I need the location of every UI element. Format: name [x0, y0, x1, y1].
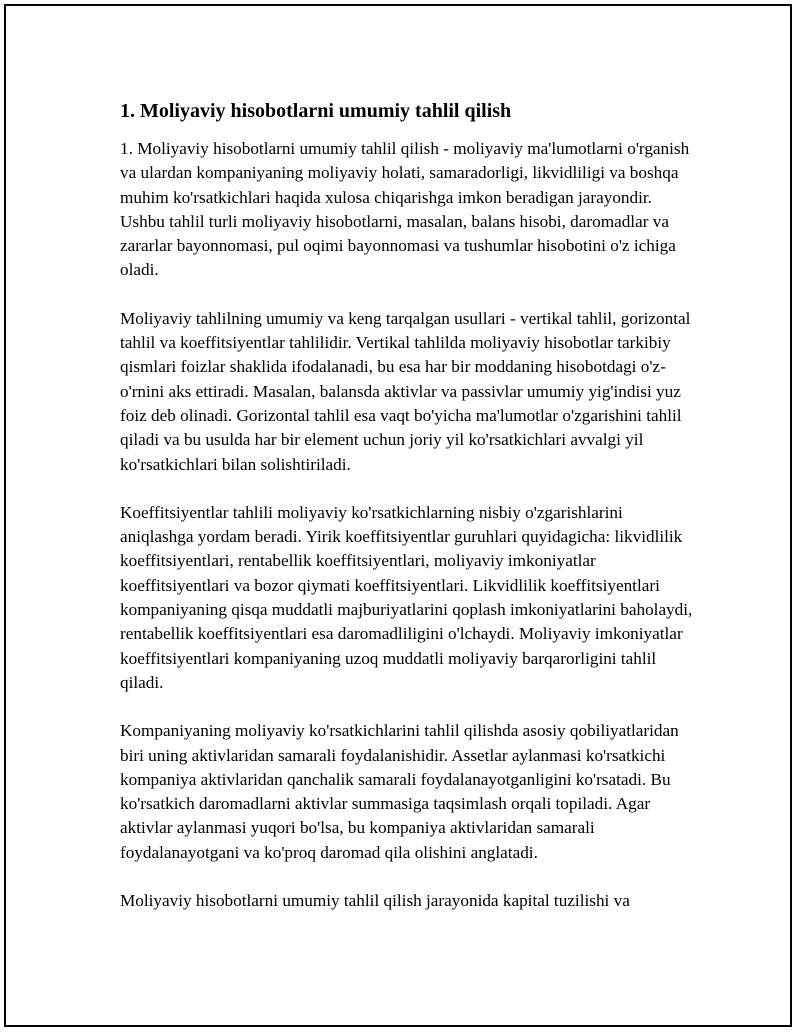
paragraph-analysis-methods: Moliyaviy tahlilning umumiy va keng tarqalgan usullari - vertikal tahlil, gorizontal tahlil va koeffitsiyentlar tahlilidir. Vertikal tahlilda moliyaviy hisobotlar tarkibiy qismlari foizlar shaklida ifodalanadi, bu esa har bir moddaning hisobotdagi o'z-o'rnini aks ettiradi. Masalan, balansda aktivlar va passivlar umumiy yig'indisi yuz foiz deb olinadi. Gorizontal tahlil esa vaqt bo'yicha ma'lumotlar o'zgarishini tahlil qiladi va bu usulda har bir element uchun joriy yil ko'rsatkichlari avvalgi yil ko'rsatkichlari bilan solishtiriladi. [120, 308, 691, 474]
paragraph-intro: 1. Moliyaviy hisobotlarni umumiy tahlil qilish - moliyaviy ma'lumotlarni o'rganish va ulardan kompaniyaning moliyaviy holati, samaradorligi, likvidliligi va boshqa muhim ko'rsatkichlari haqida xulosa chiqarishga imkon beradigan jarayondir. Ushbu tahlil turli moliyaviy hisobotlarni, masalan, balans hisobi, daromadlar va zararlar bayonnomasi, pul oqimi bayonnomasi va tushumlar hisobotini o'z ichiga oladi. [120, 139, 690, 280]
document-content [120, 96, 700, 937]
paragraph-ratio-analysis: Koeffitsiyentlar tahlili moliyaviy ko'rsatkichlarning nisbiy o'zgarishlarini aniqlashga yordam beradi. Yirik koeffitsiyentlar guruhlari quyidagicha: likvidlilik koeffitsiyentlari, rentabellik koeffitsiyentlari, moliyaviy imkoniyatlar koeffitsiyentlari va bozor qiymati koeffitsiyentlari. Likvidlilik koeffitsiyentlari kompaniyaning qisqa muddatli majburiyatlarini qoplash imkoniyatlarini baholaydi, rentabellik koeffitsiyentlari esa daromadliligini o'lchaydi. Moliyaviy imkoniyatlar koeffitsiyentlari kompaniyaning uzoq muddatli moliyaviy barqarorligini tahlil qiladi. [120, 502, 693, 692]
document-page [4, 4, 792, 1027]
paragraph-asset-turnover: Kompaniyaning moliyaviy ko'rsatkichlarini tahlil qilishda asosiy qobiliyatlaridan biri uning aktivlaridan samarali foydalanishidir. Assetlar aylanmasi ko'rsatkichi kompaniya aktivlaridan qanchalik samarali foydalanayotganligini ko'rsatadi. Bu ko'rsatkich daromadlarni aktivlar summasiga taqsimlash orqali topiladi. Agar aktivlar aylanmasi yuqori bo'lsa, bu kompaniya aktivlaridan samarali foydalanayotgani va ko'proq daromad qila olishini anglatadi. [120, 721, 679, 862]
section-heading: 1. Moliyaviy hisobotlarni umumiy tahlil qilish [120, 100, 512, 122]
paragraph-capital-structure: Moliyaviy hisobotlarni umumiy tahlil qilish jarayonida kapital tuzilishi va [120, 891, 630, 911]
